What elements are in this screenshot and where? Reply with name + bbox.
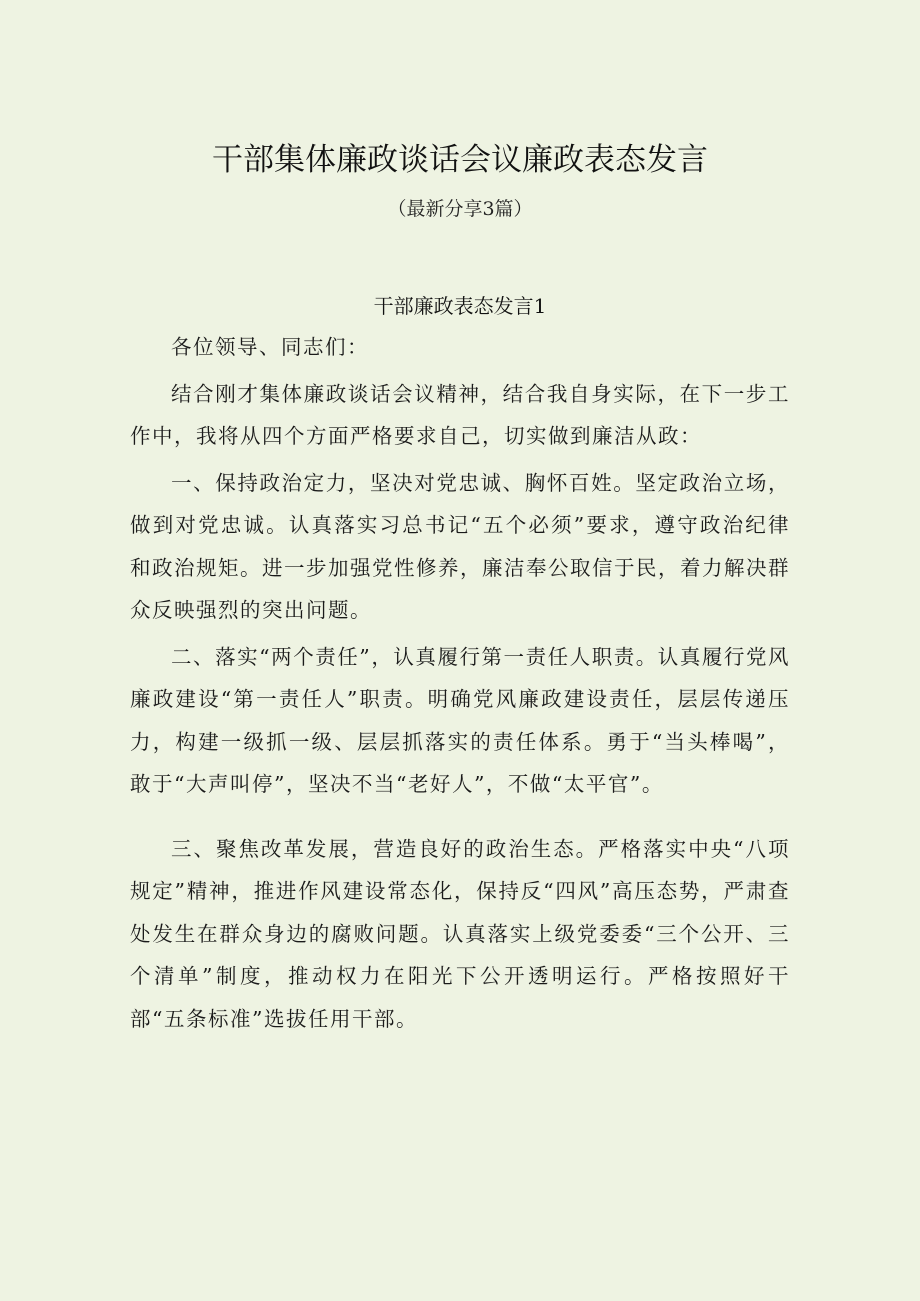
intro-paragraph: 结合刚才集体廉政谈话会议精神，结合我自身实际，在下一步工作中，我将从四个方面严格要求自己，切实做到廉洁从政： bbox=[130, 381, 790, 448]
point-three-paragraph: 三、聚焦改革发展，营造良好的政治生态。严格落实中央“八项规定”精神，推进作风建设常态化，保持反“四风”高压态势，严肃查处发生在群众身边的腐败问题。认真落实上级党委委“三个公开、三个清单”制度，推动权力在阳光下公开透明运行。严格按照好干部“五条标准”选拔任用干部。 bbox=[130, 836, 790, 1031]
section-heading: 干部廉政表态发言1 bbox=[373, 294, 547, 318]
point-two-paragraph: 二、落实“两个责任”，认真履行第一责任人职责。认真履行党风廉政建设“第一责任人”职责。明确党风廉政建设责任，层层传递压力，构建一级抓一级、层层抓落实的责任体系。勇于“当头棒喝”，敢于“大声叫停”，坚决不当“老好人”，不做“太平官”。 bbox=[130, 644, 790, 796]
greeting-paragraph: 各位领导、同志们： bbox=[171, 335, 369, 359]
document-title: 干部集体廉政谈话会议廉政表态发言 bbox=[212, 142, 708, 178]
point-one-paragraph: 一、保持政治定力，坚决对党忠诚、胸怀百姓。坚定政治立场，做到对党忠诚。认真落实习总书记“五个必须”要求，遵守政治纪律和政治规矩。进一步加强党性修养，廉洁奉公取信于民，着力解决群众反映强烈的突出问题。 bbox=[130, 470, 790, 622]
document-body bbox=[130, 326, 790, 1040]
document-subtitle: （最新分享3篇） bbox=[387, 198, 533, 220]
